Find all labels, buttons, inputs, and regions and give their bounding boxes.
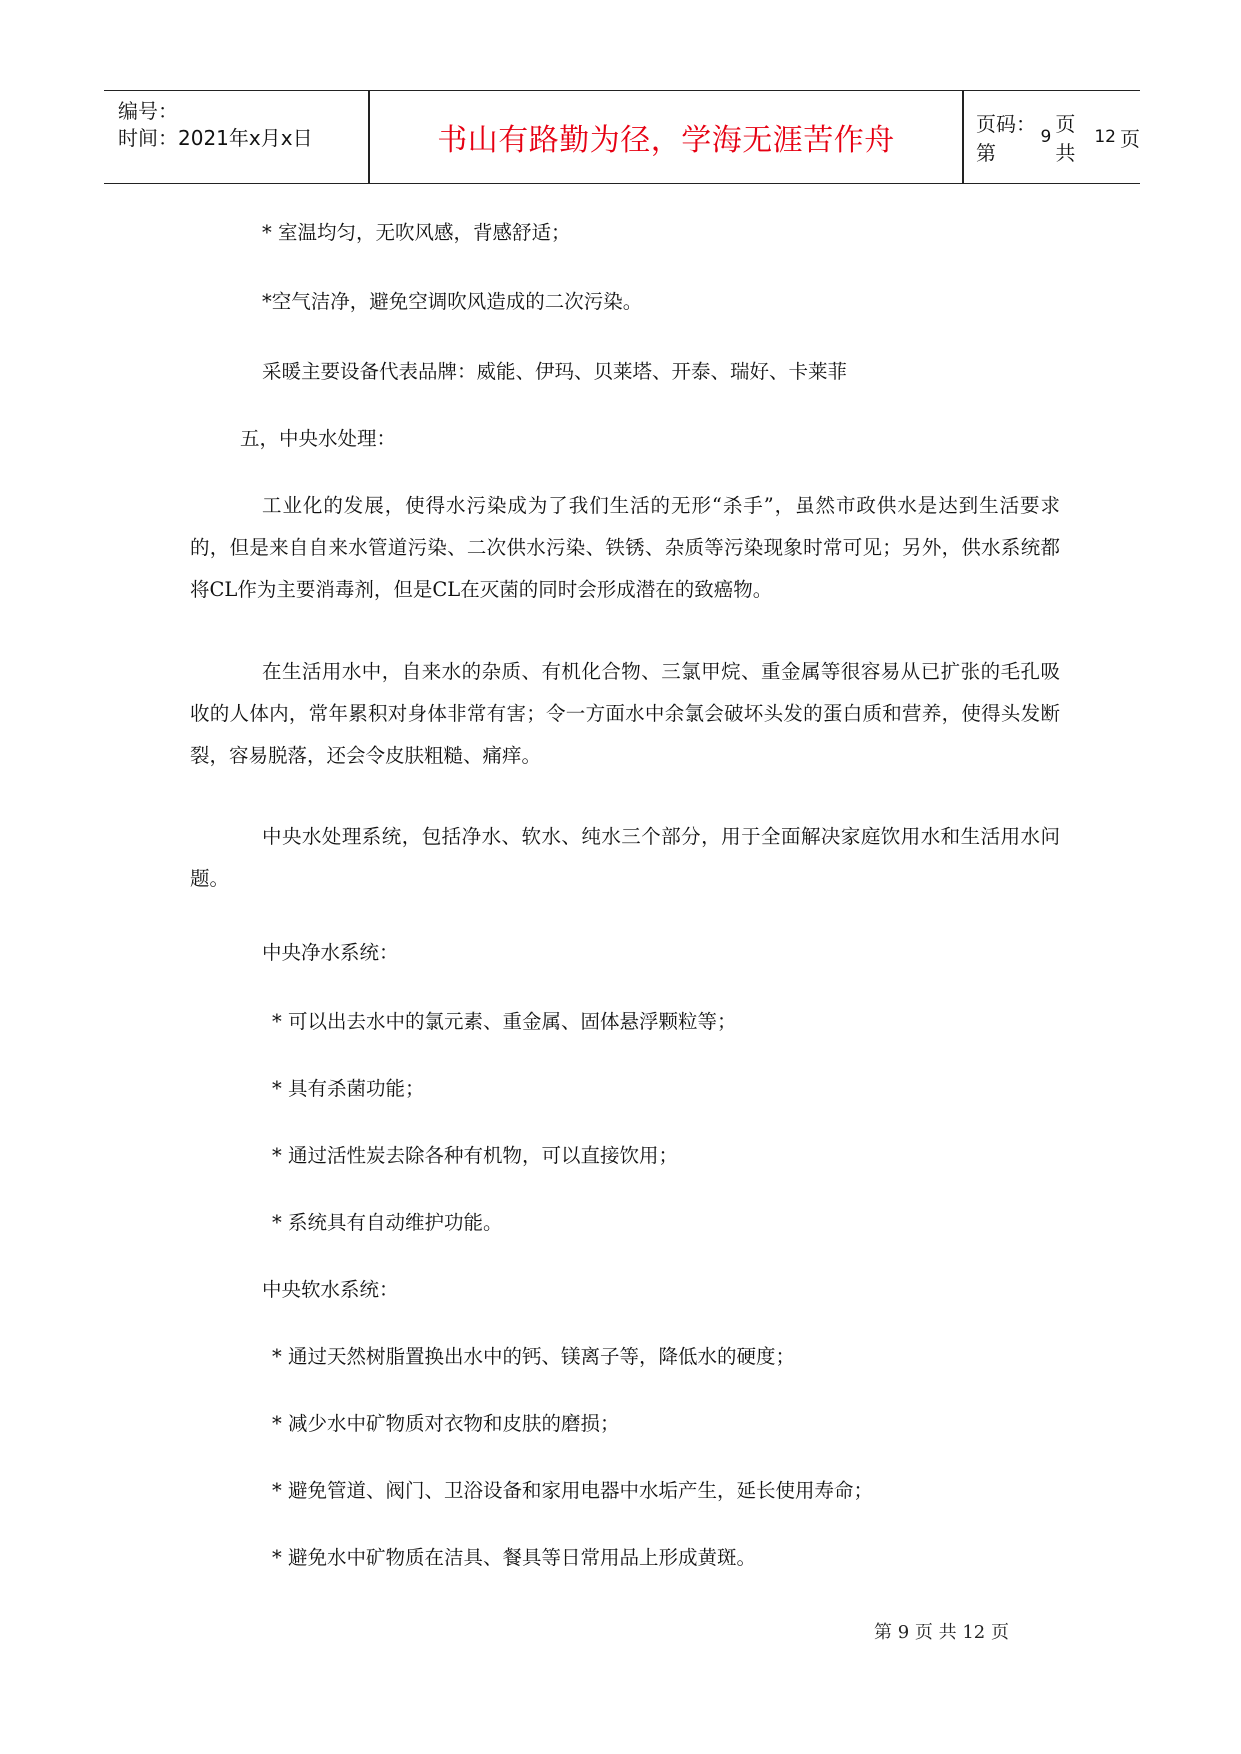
page-current: 9 bbox=[1040, 127, 1052, 147]
section-heading: 五，中央水处理： bbox=[240, 427, 397, 450]
page-code-suffix: 页 bbox=[1120, 126, 1140, 151]
body-line: 采暖主要设备代表品牌：威能、伊玛、贝莱塔、开泰、瑞好、卡莱菲 bbox=[262, 360, 848, 383]
page-code-prefix: 页码：第 bbox=[976, 112, 1036, 165]
body-line: *空气洁净，避免空调吹风造成的二次污染。 bbox=[262, 290, 643, 313]
list-item: * 避免管道、阀门、卫浴设备和家用电器中水垢产生，延长使用寿命； bbox=[272, 1479, 873, 1502]
header-motto: 书山有路勤为径，学海无涯苦作舟 bbox=[437, 123, 895, 158]
page-footer: 第 9 页 共 12 页 bbox=[874, 1622, 1009, 1643]
header-divider bbox=[962, 91, 964, 183]
list-item: * 可以出去水中的氯元素、重金属、固体悬浮颗粒等； bbox=[272, 1010, 737, 1033]
header-meta bbox=[118, 91, 368, 183]
list-item: * 减少水中矿物质对衣物和皮肤的磨损； bbox=[272, 1412, 620, 1435]
list-item: * 通过天然树脂置换出水中的钙、镁离子等，降低水的硬度； bbox=[272, 1345, 795, 1368]
page-total: 12 bbox=[1094, 127, 1116, 147]
list-item: * 通过活性炭去除各种有机物，可以直接饮用； bbox=[272, 1144, 678, 1167]
list-item: * 避免水中矿物质在洁具、餐具等日常用品上形成黄斑。 bbox=[272, 1546, 756, 1569]
paragraph: 在生活用水中，自来水的杂质、有机化合物、三氯甲烷、重金属等很容易从已扩张的毛孔吸收的人体内，常年累积对身体非常有害；令一方面水中余氯会破坏头发的蛋白质和营养，使得头发断裂，容易脱落，还会令皮肤粗糙、痛痒。 bbox=[190, 660, 1060, 767]
paragraph: 工业化的发展，使得水污染成为了我们生活的无形“杀手”，虽然市政供水是达到生活要求的，但是来自自来水管道污染、二次供水污染、铁锈、杂质等污染现象时常可见；另外，供水系统都将CL作为主要消毒剂，但是CL在灭菌的同时会形成潜在的致癌物。 bbox=[190, 494, 1060, 601]
page-header bbox=[104, 90, 1140, 184]
page-code-mid: 页 共 bbox=[1055, 112, 1076, 165]
subheading: 中央软水系统： bbox=[262, 1278, 399, 1301]
subheading: 中央净水系统： bbox=[262, 941, 399, 964]
number-label: 编号： bbox=[118, 99, 178, 123]
list-item: * 具有杀菌功能； bbox=[272, 1077, 425, 1100]
body-line: * 室温均匀，无吹风感，背感舒适； bbox=[262, 221, 571, 244]
header-page-code bbox=[976, 91, 1140, 183]
paragraph: 中央水处理系统，包括净水、软水、纯水三个部分，用于全面解决家庭饮用水和生活用水问题。 bbox=[190, 825, 1060, 890]
time-label: 时间：2021年x月x日 bbox=[118, 126, 313, 150]
list-item: * 系统具有自动维护功能。 bbox=[272, 1211, 503, 1234]
